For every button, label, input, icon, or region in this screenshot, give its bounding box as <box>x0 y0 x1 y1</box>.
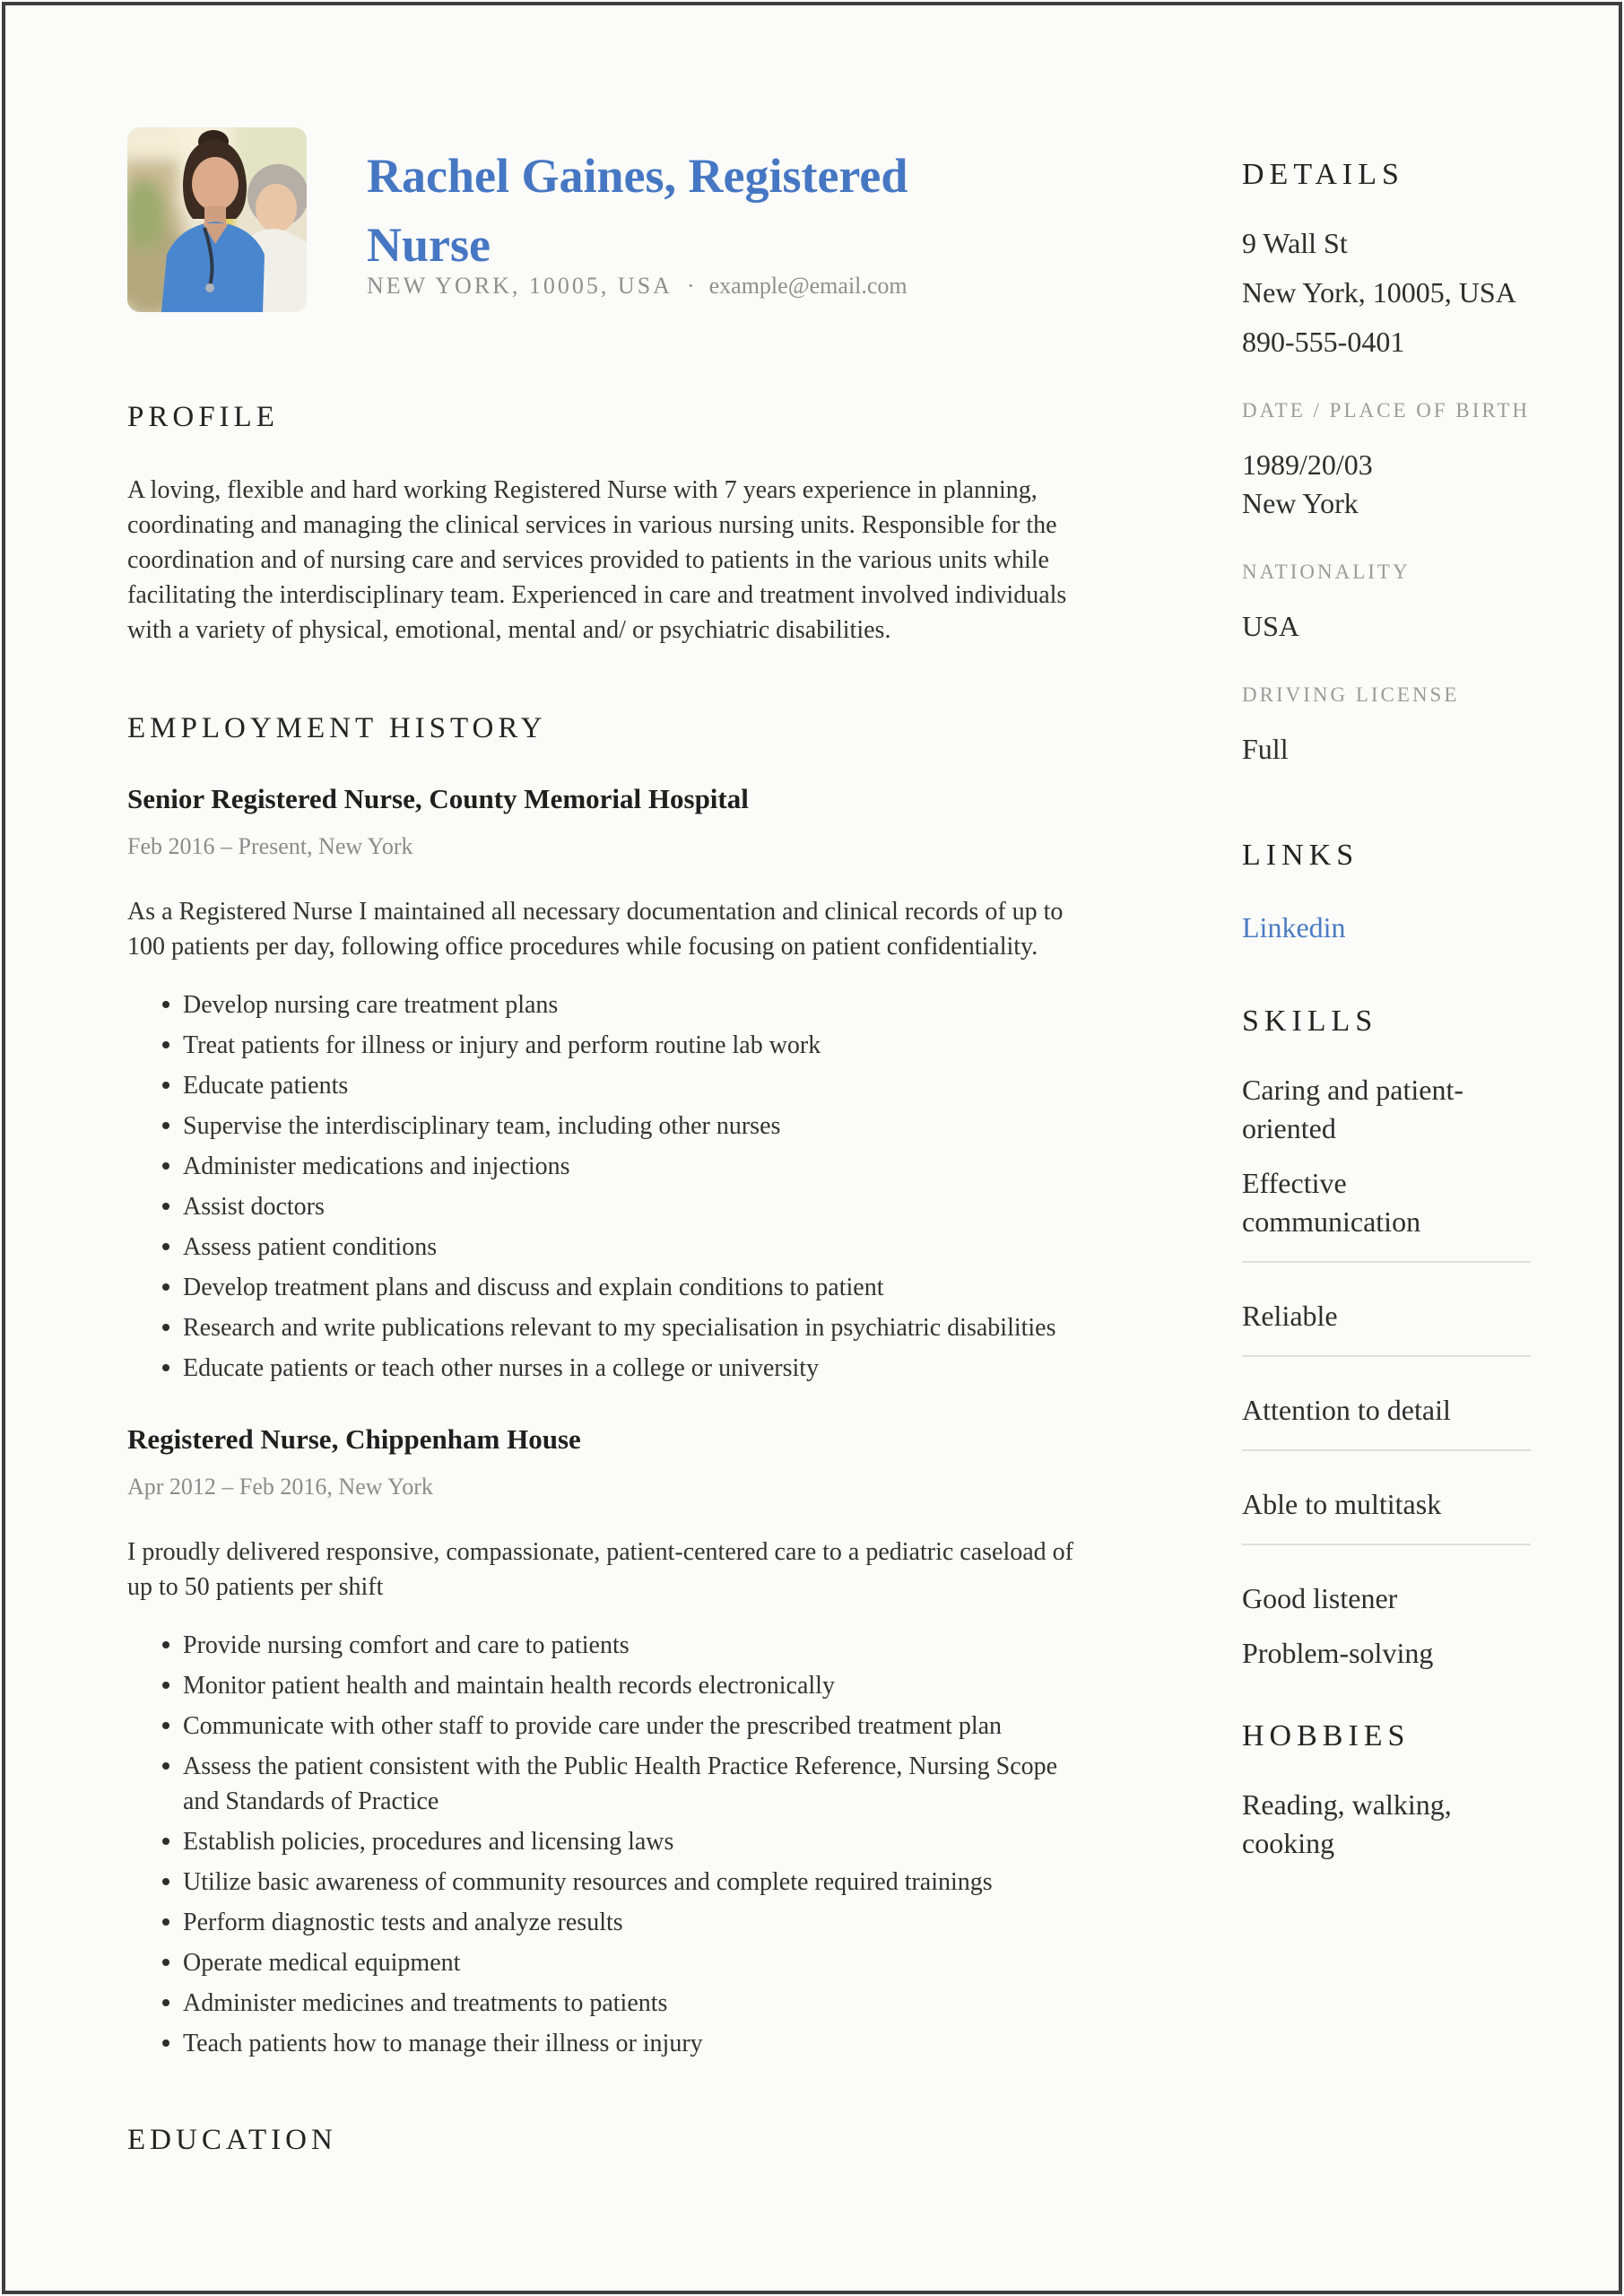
skills-heading: SKILLS <box>1242 1004 1378 1038</box>
phone-number: 890-555-0401 <box>1242 326 1405 358</box>
education-heading: EDUCATION <box>127 2124 337 2156</box>
bullet-item: Teach patients how to manage their illness or injury <box>161 2026 1092 2061</box>
nationality-label: NATIONALITY <box>1242 561 1411 583</box>
bullet-item: Develop nursing care treatment plans <box>161 987 1092 1022</box>
profile-text: A loving, flexible and hard working Registered Nurse with 7 years experience in planning, coordinating and managing the clinical services in various nursing units. Responsible for the coordination and of nursing care and services provided to patients in the various units while facilitating the interdisciplinary team. Experienced in care and treatment involved individuals with a variety of physical, emotional, mental and/ or psychiatric disabilities. <box>127 476 1067 644</box>
skill-item: Caring and patient-oriented <box>1242 1074 1464 1144</box>
resume-page <box>2 2 1622 2294</box>
employment-history-heading: EMPLOYMENT HISTORY <box>127 712 547 744</box>
job-summary: As a Registered Nurse I maintained all necessary documentation and clinical records of up to 100 patients per day, following office procedures while focusing on patient confidentiality. <box>127 898 1064 961</box>
bullet-item: Treat patients for illness or injury and perform routine lab work <box>161 1028 1092 1063</box>
bullet-item: Monitor patient health and maintain health records electronically <box>161 1668 1092 1703</box>
hobbies-heading: HOBBIES <box>1242 1719 1411 1752</box>
profile-heading: PROFILE <box>127 401 279 433</box>
page-title: Rachel Gaines, Registered Nurse <box>367 149 908 272</box>
skill-item: Problem-solving <box>1242 1637 1434 1669</box>
job-entry <box>127 783 1092 1386</box>
skill-item: Attention to detail <box>1242 1391 1531 1451</box>
address-line: 9 Wall St <box>1242 227 1348 259</box>
bullet-item: Educate patients <box>161 1068 1092 1103</box>
job-dates: Apr 2012 – Feb 2016, New York <box>127 1474 433 1500</box>
bullet-item: Research and write publications relevant to my specialisation in psychiatric disabilities <box>161 1310 1092 1345</box>
job-title: Senior Registered Nurse, County Memorial Hospital <box>127 783 749 814</box>
details-heading: DETAILS <box>1242 158 1404 191</box>
bullet-item: Establish policies, procedures and licensing laws <box>161 1824 1092 1859</box>
nationality-value: USA <box>1242 610 1300 642</box>
skill-item: Able to multitask <box>1242 1485 1531 1545</box>
skill-item: Reliable <box>1242 1297 1531 1357</box>
sidebar <box>1242 5 1531 1863</box>
driving-license-label: DRIVING LICENSE <box>1242 683 1460 706</box>
bullet-item: Provide nursing comfort and care to patients <box>161 1628 1092 1663</box>
skill-item: Good listener <box>1242 1582 1398 1614</box>
bullet-item: Perform diagnostic tests and analyze results <box>161 1905 1092 1940</box>
driving-license-value: Full <box>1242 733 1289 765</box>
job-dates: Feb 2016 – Present, New York <box>127 833 413 859</box>
job-summary: I proudly delivered responsive, compassionate, patient-centered care to a pediatric caseload of up to 50 patients per shift <box>127 1538 1073 1601</box>
job-entry <box>127 1423 1092 2061</box>
bullet-item: Assess the patient consistent with the Public Health Practice Reference, Nursing Scope and Standards of Practice <box>161 1749 1092 1819</box>
birth-label: DATE / PLACE OF BIRTH <box>1242 399 1531 422</box>
skill-item: Effective communication <box>1242 1164 1531 1263</box>
bullet-item: Operate medical equipment <box>161 1945 1092 1980</box>
job-bullet-list <box>127 987 1092 1386</box>
job-bullet-list <box>127 1628 1092 2061</box>
hobbies-text: Reading, walking, cooking <box>1242 1788 1452 1859</box>
skills-list <box>1242 1071 1531 1673</box>
bullet-item: Assess patient conditions <box>161 1230 1092 1265</box>
bullet-item: Develop treatment plans and discuss and explain conditions to patient <box>161 1270 1092 1305</box>
bullet-item: Supervise the interdisciplinary team, including other nurses <box>161 1109 1092 1144</box>
links-heading: LINKS <box>1242 839 1359 872</box>
birth-place: New York <box>1242 487 1359 519</box>
bullet-item: Communicate with other staff to provide care under the prescribed treatment plan <box>161 1709 1092 1744</box>
address-line: New York, 10005, USA <box>1242 276 1516 309</box>
main-column <box>127 5 1092 2157</box>
job-title: Registered Nurse, Chippenham House <box>127 1423 581 1455</box>
linkedin-link[interactable]: Linkedin <box>1242 911 1346 944</box>
bullet-item: Assist doctors <box>161 1189 1092 1224</box>
contact-separator: · <box>686 273 695 299</box>
bullet-item: Utilize basic awareness of community resources and complete required trainings <box>161 1865 1092 1900</box>
bullet-item: Educate patients or teach other nurses in a college or university <box>161 1351 1092 1386</box>
bullet-item: Administer medications and injections <box>161 1149 1092 1184</box>
birth-date: 1989/20/03 <box>1242 448 1373 481</box>
bullet-item: Administer medicines and treatments to patients <box>161 1986 1092 2021</box>
contact-email-link[interactable]: example@email.com <box>708 273 908 299</box>
contact-location: NEW YORK, 10005, USA <box>367 273 673 299</box>
